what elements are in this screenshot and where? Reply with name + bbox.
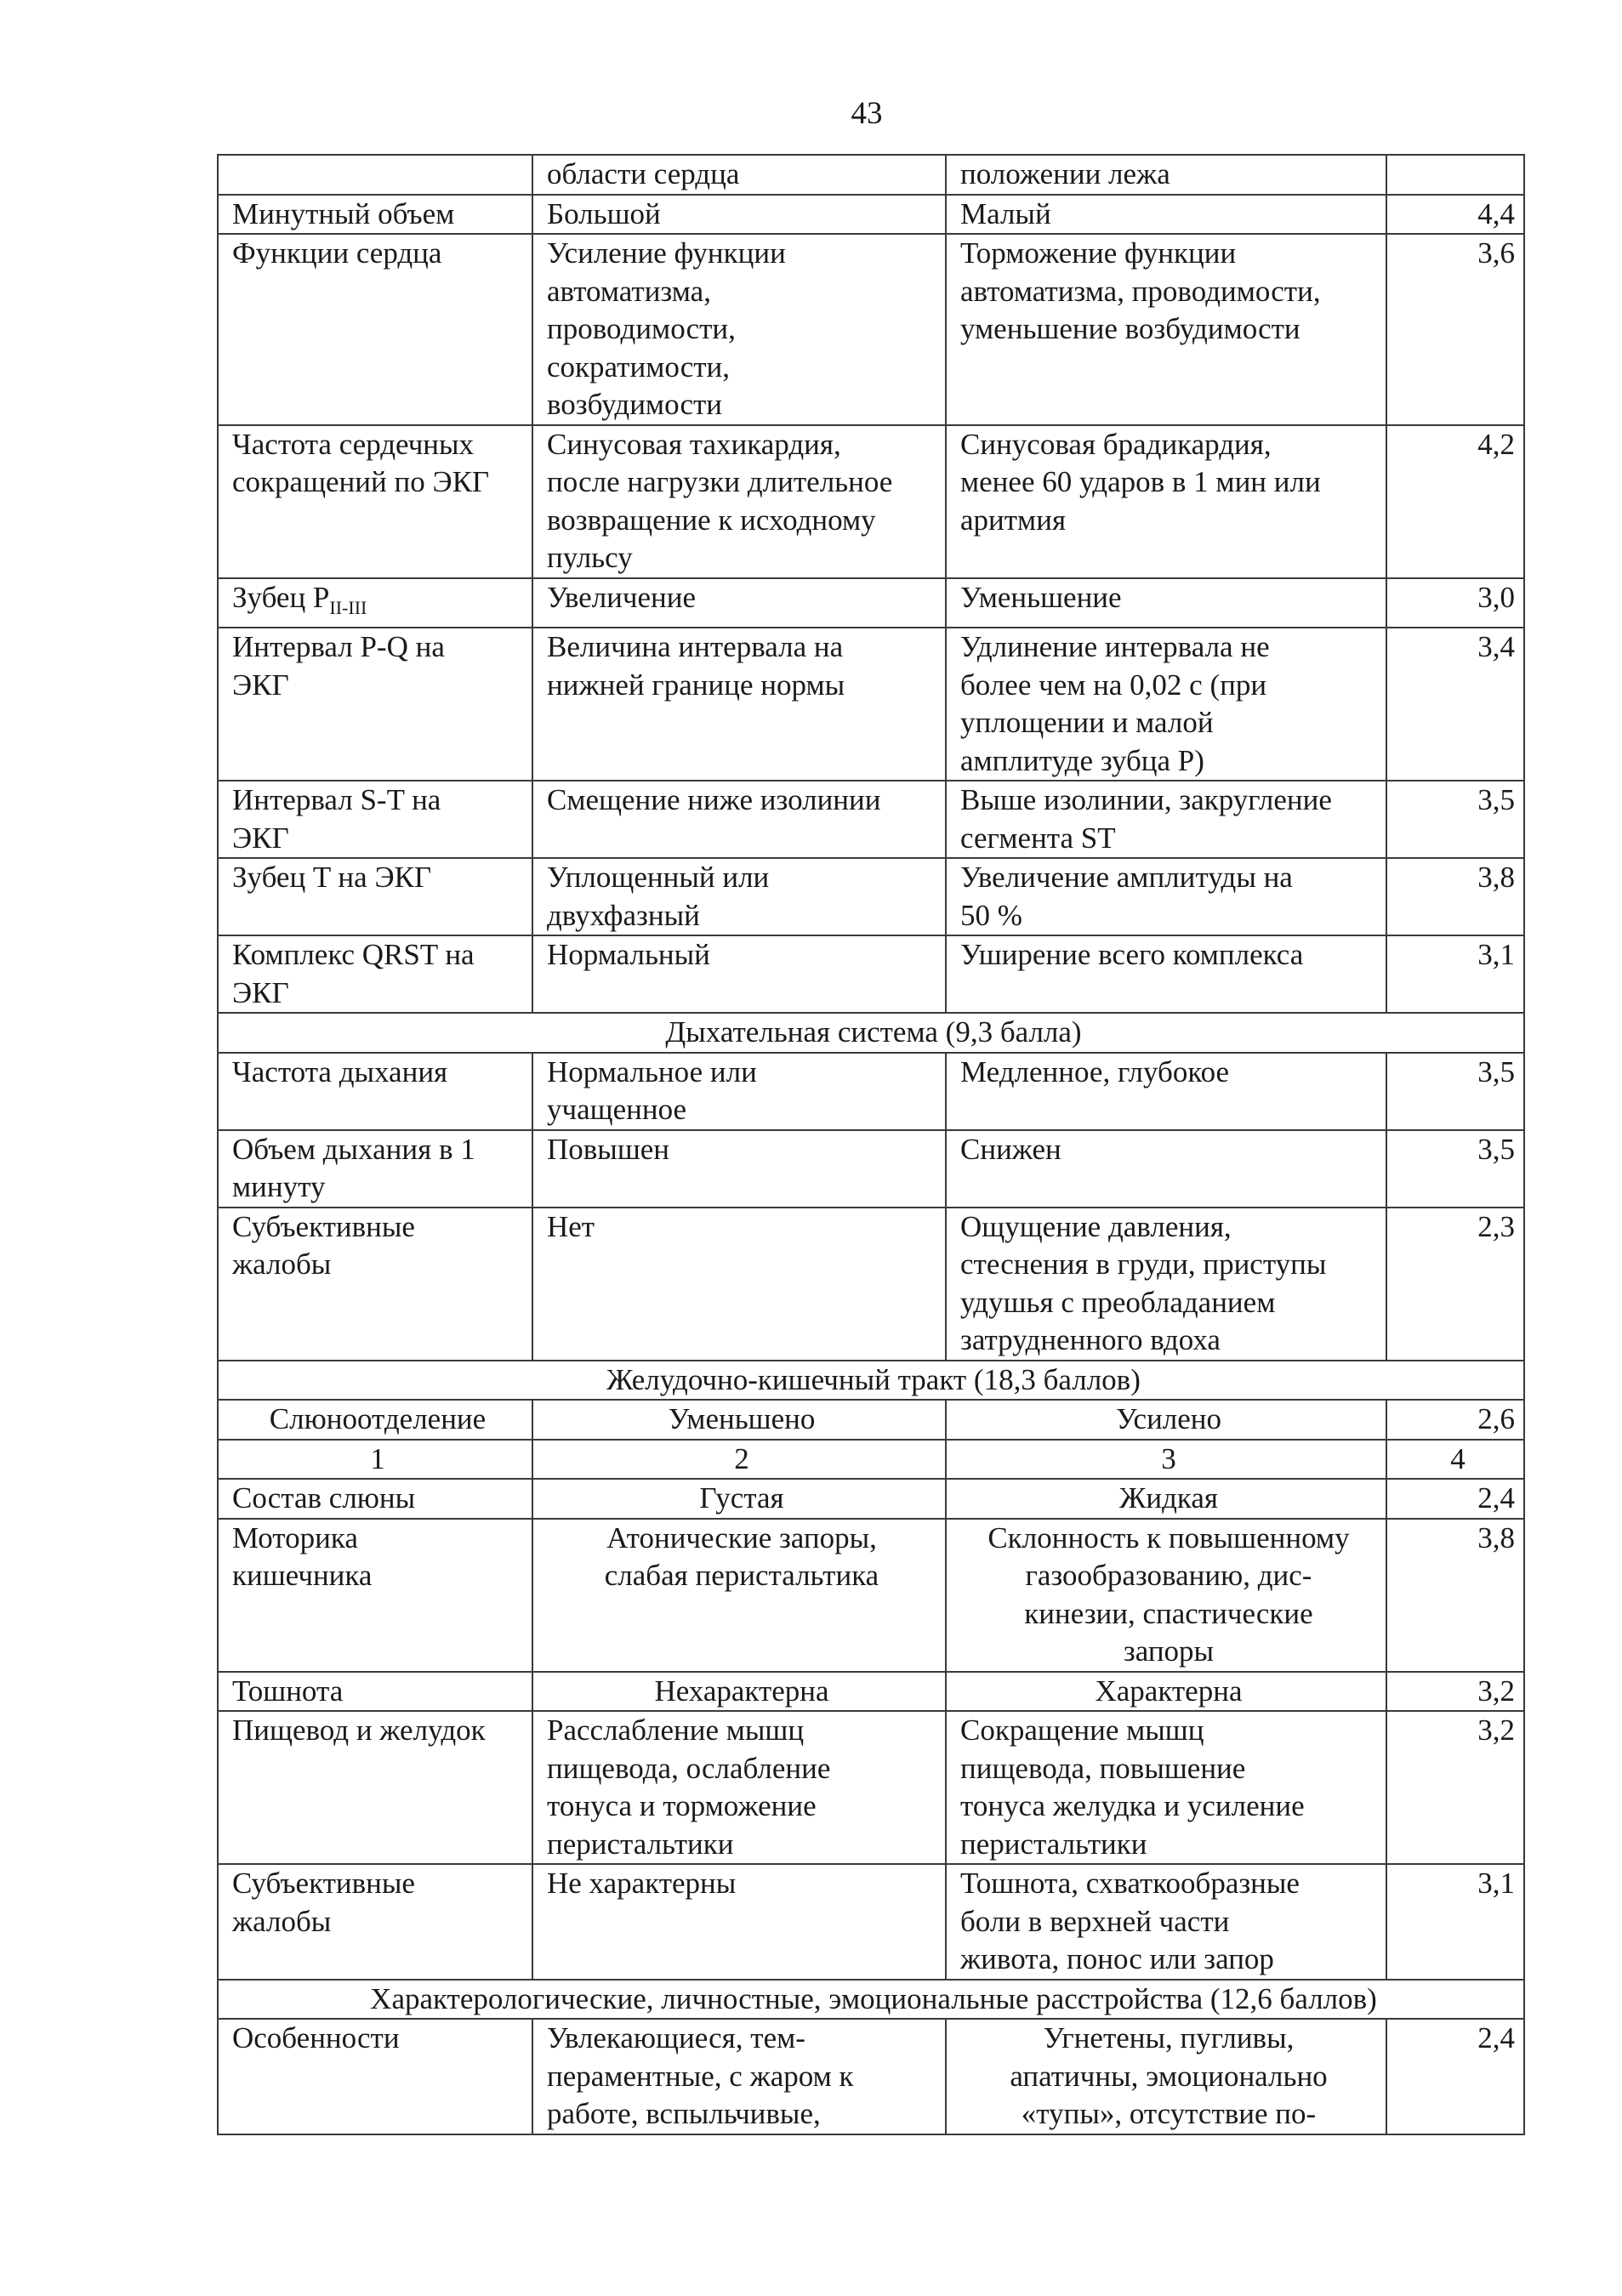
section-header-row	[218, 1013, 1524, 1053]
table-row	[218, 1130, 1524, 1208]
parasympathetic-cell: 3	[946, 1440, 1386, 1480]
indicator-cell: Тошнота	[218, 1672, 532, 1712]
score-cell: 4,4	[1386, 195, 1524, 235]
table-row	[218, 1440, 1524, 1480]
score-cell: 4	[1386, 1440, 1524, 1480]
table-row	[218, 2019, 1524, 2134]
sympathetic-cell: Нехарактерна	[532, 1672, 946, 1712]
page-number: 43	[851, 96, 883, 131]
indicator-cell: Комплекс QRST на ЭКГ	[218, 935, 532, 1013]
criteria-table	[217, 154, 1525, 2135]
indicator-cell: Субъективные жалобы	[218, 1864, 532, 1980]
parasympathetic-cell: Малый	[946, 195, 1386, 235]
score-cell: 3,6	[1386, 234, 1524, 425]
table-row	[218, 234, 1524, 425]
indicator-subscript: II-III	[329, 596, 367, 618]
sympathetic-cell: Уменьшено	[532, 1400, 946, 1440]
sympathetic-cell: Атонические запоры, слабая перистальтика	[532, 1519, 946, 1672]
indicator-cell: Интервал S-T на ЭКГ	[218, 781, 532, 858]
table-row	[218, 1400, 1524, 1440]
score-cell: 2,4	[1386, 2019, 1524, 2134]
score-cell: 3,5	[1386, 1130, 1524, 1208]
sympathetic-cell: Уплощенный или двухфазный	[532, 858, 946, 935]
indicator-cell: Минутный объем	[218, 195, 532, 235]
table-row	[218, 858, 1524, 935]
score-cell: 4,2	[1386, 425, 1524, 578]
indicator-cell: Состав слюны	[218, 1479, 532, 1519]
table-row	[218, 1672, 1524, 1712]
sympathetic-cell: Нормальный	[532, 935, 946, 1013]
indicator-cell: Моторика кишечника	[218, 1519, 532, 1672]
indicator-cell: Интервал P-Q на ЭКГ	[218, 628, 532, 781]
table-row	[218, 1208, 1524, 1361]
table-row	[218, 1479, 1524, 1519]
table-row	[218, 425, 1524, 578]
score-cell: 3,2	[1386, 1711, 1524, 1864]
indicator-cell: Объем дыхания в 1 минуту	[218, 1130, 532, 1208]
sympathetic-cell: Смещение ниже изолинии	[532, 781, 946, 858]
indicator-cell: Частота сердечных сокращений по ЭКГ	[218, 425, 532, 578]
section-header-row	[218, 1980, 1524, 2020]
score-cell: 3,5	[1386, 781, 1524, 858]
parasympathetic-cell: Торможение функции автоматизма, проводимости, уменьшение возбудимости	[946, 234, 1386, 425]
parasympathetic-cell: Склонность к повышенному газообразованию, дис- кинезии, спастические запоры	[946, 1519, 1386, 1672]
parasympathetic-cell: Сокращение мышц пищевода, повышение тонуса желудка и усиление перистальтики	[946, 1711, 1386, 1864]
indicator-cell: Особенности	[218, 2019, 532, 2134]
score-cell: 3,1	[1386, 1864, 1524, 1980]
parasympathetic-cell: Тошнота, схваткообразные боли в верхней части живота, понос или запор	[946, 1864, 1386, 1980]
indicator-cell: Функции сердца	[218, 234, 532, 425]
parasympathetic-cell: Синусовая брадикардия, менее 60 ударов в 1 мин или аритмия	[946, 425, 1386, 578]
parasympathetic-cell: Уширение всего комплекса	[946, 935, 1386, 1013]
score-cell: 3,0	[1386, 578, 1524, 628]
sympathetic-cell: области сердца	[532, 155, 946, 195]
indicator-cell: 1	[218, 1440, 532, 1480]
score-cell	[1386, 155, 1524, 195]
parasympathetic-cell: Медленное, глубокое	[946, 1053, 1386, 1130]
table-row	[218, 578, 1524, 628]
indicator-label: Зубец P	[232, 580, 330, 614]
sympathetic-cell: Увлекающиеся, тем- пераментные, с жаром к работе, вспыльчивые,	[532, 2019, 946, 2134]
indicator-cell: Пищевод и желудок	[218, 1711, 532, 1864]
score-cell: 2,4	[1386, 1479, 1524, 1519]
table-row	[218, 1864, 1524, 1980]
parasympathetic-cell: Угнетены, пугливы, апатичны, эмоционально «тупы», отсутствие по-	[946, 2019, 1386, 2134]
table-row	[218, 1519, 1524, 1672]
sympathetic-cell: Густая	[532, 1479, 946, 1519]
score-cell: 3,1	[1386, 935, 1524, 1013]
table-row	[218, 935, 1524, 1013]
sympathetic-cell: 2	[532, 1440, 946, 1480]
sympathetic-cell: Синусовая тахикардия, после нагрузки длительное возвращение к исходному пульсу	[532, 425, 946, 578]
indicator-cell	[218, 155, 532, 195]
section-title: Дыхательная система (9,3 балла)	[218, 1013, 1524, 1053]
parasympathetic-cell: Увеличение амплитуды на 50 %	[946, 858, 1386, 935]
sympathetic-cell: Нормальное или учащенное	[532, 1053, 946, 1130]
table-row	[218, 1711, 1524, 1864]
sympathetic-cell: Большой	[532, 195, 946, 235]
score-cell: 3,4	[1386, 628, 1524, 781]
parasympathetic-cell: Снижен	[946, 1130, 1386, 1208]
indicator-cell: Субъективные жалобы	[218, 1208, 532, 1361]
score-cell: 2,3	[1386, 1208, 1524, 1361]
score-cell: 3,2	[1386, 1672, 1524, 1712]
indicator-cell: Слюноотделение	[218, 1400, 532, 1440]
score-cell: 3,5	[1386, 1053, 1524, 1130]
table-row	[218, 1053, 1524, 1130]
score-cell: 3,8	[1386, 858, 1524, 935]
sympathetic-cell: Не характерны	[532, 1864, 946, 1980]
indicator-cell: Частота дыхания	[218, 1053, 532, 1130]
indicator-cell	[218, 578, 532, 628]
score-cell: 2,6	[1386, 1400, 1524, 1440]
sympathetic-cell: Нет	[532, 1208, 946, 1361]
sympathetic-cell: Величина интервала на нижней границе нормы	[532, 628, 946, 781]
parasympathetic-cell: Уменьшение	[946, 578, 1386, 628]
table-row	[218, 155, 1524, 195]
section-title: Желудочно-кишечный тракт (18,3 баллов)	[218, 1361, 1524, 1401]
sympathetic-cell: Увеличение	[532, 578, 946, 628]
parasympathetic-cell: Усилено	[946, 1400, 1386, 1440]
parasympathetic-cell: Ощущение давления, стеснения в груди, приступы удушья с преобладанием затрудненного вдоха	[946, 1208, 1386, 1361]
table-row	[218, 628, 1524, 781]
sympathetic-cell: Повышен	[532, 1130, 946, 1208]
parasympathetic-cell: Жидкая	[946, 1479, 1386, 1519]
section-header-row	[218, 1361, 1524, 1401]
sympathetic-cell: Усиление функции автоматизма, проводимости, сократимости, возбудимости	[532, 234, 946, 425]
section-title: Характерологические, личностные, эмоциональные расстройства (12,6 баллов)	[218, 1980, 1524, 2020]
parasympathetic-cell: Выше изолинии, закругление сегмента ST	[946, 781, 1386, 858]
parasympathetic-cell: положении лежа	[946, 155, 1386, 195]
parasympathetic-cell: Удлинение интервала не более чем на 0,02 с (при уплощении и малой амплитуде зубца P)	[946, 628, 1386, 781]
parasympathetic-cell: Характерна	[946, 1672, 1386, 1712]
sympathetic-cell: Расслабление мышц пищевода, ослабление тонуса и торможение перистальтики	[532, 1711, 946, 1864]
table-row	[218, 781, 1524, 858]
table-row	[218, 195, 1524, 235]
score-cell: 3,8	[1386, 1519, 1524, 1672]
indicator-cell: Зубец T на ЭКГ	[218, 858, 532, 935]
